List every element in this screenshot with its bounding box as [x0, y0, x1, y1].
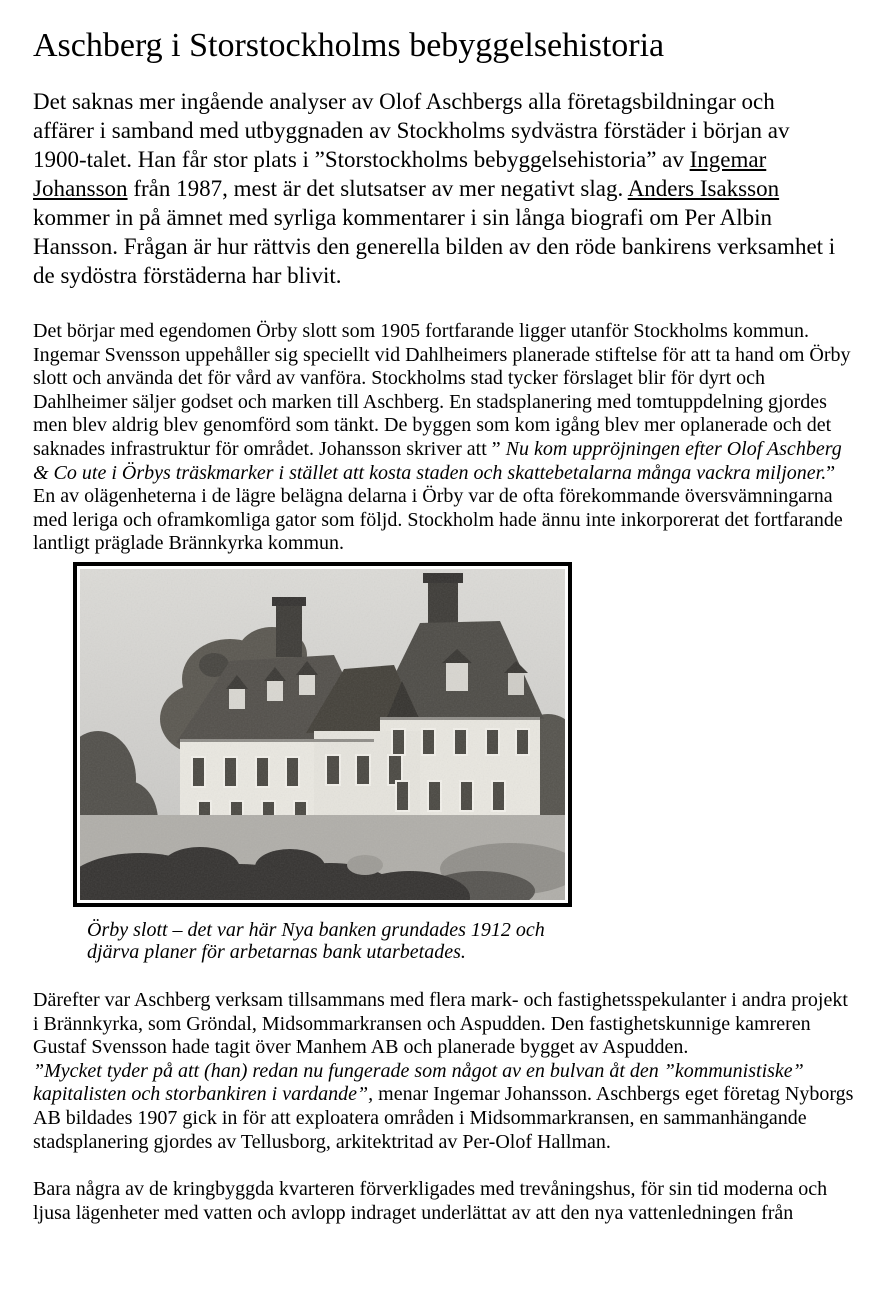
section3-text: Bara några av de kringbyggda kvarteren förverkligades med trevåningshus, för sin tid moderna och ljusa lägenheter med vatten och avlopp indraget underlättat av att den nya vattenledningen från	[33, 1178, 828, 1224]
section1-text-2: En av olägenheterna i de lägre belägna delarna i Örby var de ofta förekommande översvämningarna med leriga och oframkomliga gator som följd. Stockholm hade ännu inte inkorporerat det fortfarande lantligt präglade Brännkyrka kommun.	[33, 485, 843, 555]
section1-text-1: Det börjar med egendomen Örby slott som 1905 fortfarande ligger utanför Stockholms kommun. Ingemar Svensson uppehåller sig speciellt vid Dahlheimers planerade stiftelse för att ta hand om Örby slott och använda det för vård av vanföra. Stockholms stad tycker förslaget blir för dyrt och Dahlheimer säljer godset och marken till Aschberg. En stadsplanering med tomtuppdelning gjordes men blev aldrig blev genomförd som tänkt. De byggen som kom igång blev mer oplanerade och det saknades infrastruktur för området. Johansson skriver att ”	[33, 320, 851, 461]
link-ingemar-johansson[interactable]: Ingemar Johansson	[33, 147, 767, 202]
intro-text-3: kommer in på ämnet med syrliga kommentarer i sin långa biografi om Per Albin Hansson. Frågan är hur rättvis den generella bilden av den röde bankirens verksamhet i de sydöstra förstäderna har blivit.	[33, 205, 836, 289]
photo-caption-line1: Örby slott – det var här Nya banken grundades 1912 och	[87, 919, 545, 942]
section2-text-2: menar Ingemar Johansson. Aschbergs eget företag Nyborgs AB bildades 1907 gick in för att exploatera områden i Midsommarkransen, en sammanhängande stadsplanering gjordes av Tellusborg, arkitektritad av Per-Olof Hallman.	[33, 1083, 854, 1153]
section2-text-1: Därefter var Aschberg verksam tillsammans med flera mark- och fastighetsspekulanter i andra projekt i Brännkyrka, som Gröndal, Midsommarkransen och Aspudden. Den fastighetskunnige kamreren Gustaf Svensson hade tagit över Manhem AB och planerade bygget av Aspudden.	[33, 989, 848, 1059]
photo-caption-line2: djärva planer för arbetarnas bank utarbetades.	[87, 941, 466, 964]
photo-border	[73, 562, 572, 907]
article-page	[0, 26, 878, 1225]
section1-quote: Nu kom uppröjningen efter Olof Aschberg & Co ute i Örbys träskmarker i stället att kosta staden och skattebetalarna många vackra miljoner.	[33, 438, 842, 484]
link-anders-isaksson[interactable]: Anders Isaksson	[627, 176, 780, 202]
section1-quote-close: ”	[826, 461, 836, 484]
intro-paragraph	[33, 87, 839, 290]
orby-slott-figure	[73, 562, 854, 963]
section2-quote: ”Mycket tyder på att (han) redan nu fungerade som något av en bulvan åt den ”kommunistiske” kapitalisten och storbankiren i vardande”,	[33, 1059, 804, 1106]
photo-caption	[87, 919, 854, 963]
intro-text-2: från 1987, mest är det slutsatser av mer negativt slag.	[127, 176, 628, 202]
orby-slott-photo	[80, 569, 565, 900]
page-title: Aschberg i Storstockholms bebyggelsehistoria	[33, 27, 665, 64]
section1-paragraph	[33, 320, 855, 556]
intro-text-1: Det saknas mer ingående analyser av Olof Aschbergs alla företagsbildningar och affärer i samband med utbyggnaden av Stockholms sydvästra förstäder i början av 1900-talet. Han får stor plats i ”Storstockholms bebyggelsehistoria” av	[33, 89, 790, 173]
section2-paragraph	[33, 989, 855, 1154]
section3-paragraph	[33, 1178, 855, 1225]
